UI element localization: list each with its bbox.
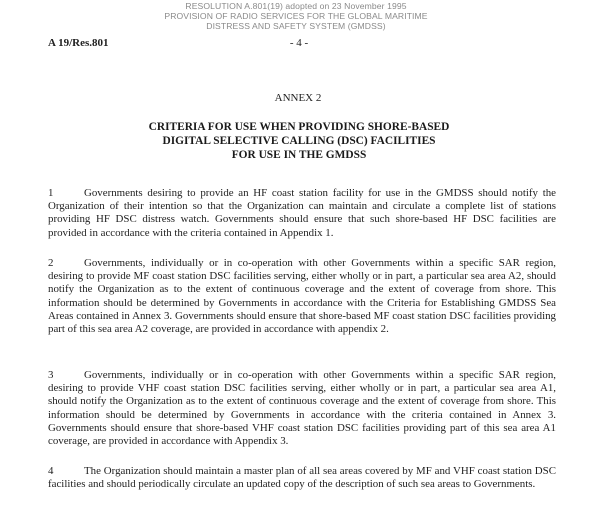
title-line-2: DIGITAL SELECTIVE CALLING (DSC) FACILITIES [162,135,436,147]
paragraph-text: Governments, individually or in co-operation with other Governments within a specific SAR region, desiring to provide VHF coast station DSC facilities serving, either wholly or in part, a particular sea area A1, should notify the Organization as to the extent of continuous coverage and the extent of coverage from shore. This information should be determined by Governments in accordance with the criteria contained in Annex 3. Governments should ensure that shore-based VHF coast station DSC facilities providing part of this sea area A1 coverage, are provided in accordance with Appendix 3. [48,369,556,448]
paragraph-text: Governments, individually or in co-operation with other Governments within a specific SAR region, desiring to provide MF coast station DSC facilities serving, either wholly or in part, a particular sea area A2, should notify the Organization as to the extent of continuous coverage and the extent of coverage from shore. This information should be determined by Governments in accordance with the Criteria for Establishing GMDSS Sea Areas contained in Annex 3. Governments should ensure that shore-based MF coast station DSC facilities providing part of this sea area A2 coverage, are provided in accordance with appendix 2. [48,257,556,336]
paragraph-number: 4 [48,465,54,477]
resolution-watermark [0,1,592,32]
paragraph-1 [48,187,556,240]
title-line-1: CRITERIA FOR USE WHEN PROVIDING SHORE-BASED [148,121,450,133]
watermark-line-2: PROVISION OF RADIO SERVICES FOR THE GLOBAL MARITIME [164,11,428,22]
page-number: - 4 - [289,37,309,49]
paragraph-2 [48,257,556,336]
paragraph-4 [48,465,556,491]
paragraph-number: 3 [48,369,54,381]
paragraph-number: 1 [48,187,54,199]
paragraph-text: The Organization should maintain a master plan of all sea areas covered by MF and VHF coast station DSC facilities and should periodically circulate an updated copy of the description of such sea areas to Governments. [48,465,556,491]
annex-label: ANNEX 2 [274,92,322,104]
watermark-line-1: RESOLUTION A.801(19) adopted on 23 November 1995 [185,1,407,11]
watermark-line-3: DISTRESS AND SAFETY SYSTEM (GMDSS) [206,21,386,32]
document-title [0,120,592,162]
document-reference: A 19/Res.801 [48,37,109,49]
title-line-3: FOR USE IN THE GMDSS [231,149,367,161]
paragraph-number: 2 [48,257,54,269]
paragraph-3 [48,369,556,448]
paragraph-text: Governments desiring to provide an HF coast station facility for use in the GMDSS should notify the Organization of their intention so that the Organization can maintain and circulate a complete list of stations providing HF DSC distress watch. Governments should ensure that such shore-based HF DSC facilities are provided in accordance with the criteria contained in Appendix 1. [48,187,556,239]
